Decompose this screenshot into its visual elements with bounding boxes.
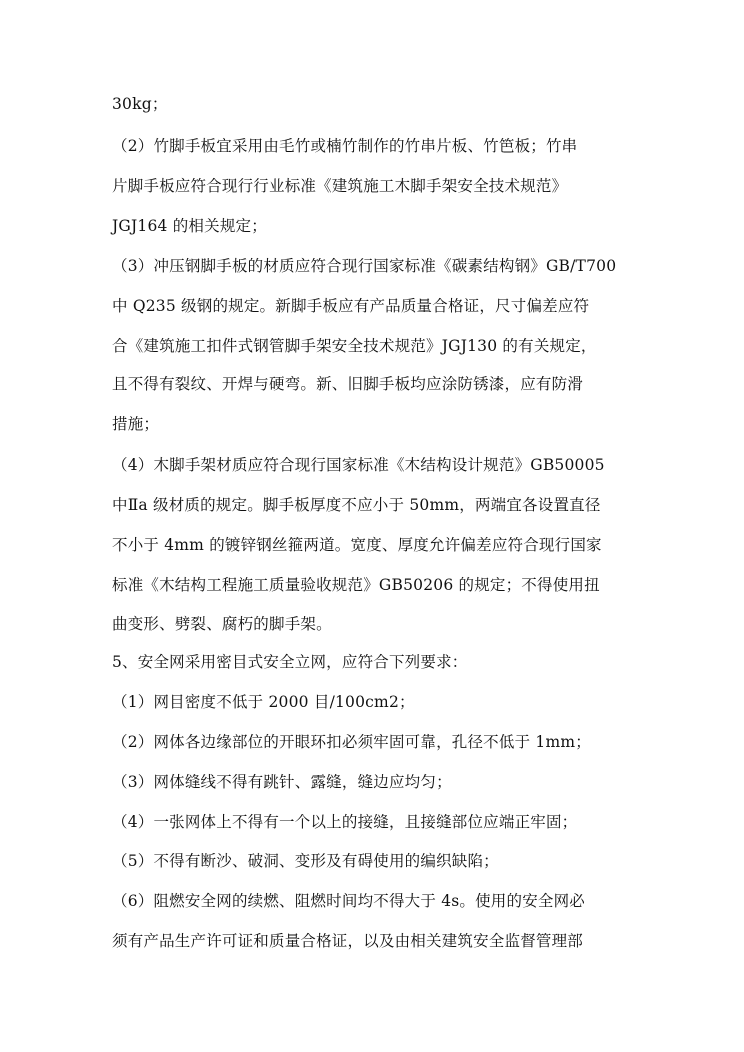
text-line-19: （4）一张网体上不得有一个以上的接缝，且接缝部位应端正牢固；	[112, 813, 578, 831]
text-line-2: （2）竹脚手板宜采用由毛竹或楠竹制作的竹串片板、竹笆板；竹串	[112, 137, 578, 155]
text-line-5: （3）冲压钢脚手板的材质应符合现行国家标准《碳素结构钢》GB/T700	[112, 257, 617, 275]
text-line-12: 不小于 4mm 的镀锌钢丝箍两道。宽度、厚度允许偏差应符合现行国家	[112, 536, 602, 554]
text-line-8: 且不得有裂纹、开焊与硬弯。新、旧脚手板均应涂防锈漆，应有防滑	[112, 375, 584, 393]
text-line-1: 30kg；	[112, 95, 168, 113]
text-line-7: 合《建筑施工扣件式钢管脚手架安全技术规范》JGJ130 的有关规定，	[112, 337, 597, 355]
text-line-22: 须有产品生产许可证和质量合格证，以及由相关建筑安全监督管理部	[112, 932, 584, 950]
text-line-21: （6）阻燃安全网的续燃、阻燃时间均不得大于 4s。使用的安全网必	[112, 892, 586, 910]
text-line-4: JGJ164 的相关规定；	[112, 217, 267, 235]
text-line-18: （3）网体缝线不得有跳针、露缝，缝边应均匀；	[112, 773, 452, 791]
text-line-14: 曲变形、劈裂、腐朽的脚手架。	[112, 615, 332, 633]
text-line-13: 标准《木结构工程施工质量验收规范》GB50206 的规定；不得使用扭	[112, 576, 600, 594]
text-line-17: （2）网体各边缘部位的开眼环扣必须牢固可靠，孔径不低于 1mm；	[112, 733, 591, 751]
text-line-10: （4）木脚手架材质应符合现行国家标准《木结构设计规范》GB50005	[112, 456, 605, 474]
text-line-3: 片脚手板应符合现行行业标准《建筑施工木脚手架安全技术规范》	[112, 177, 568, 195]
text-line-15: 5、安全网采用密目式安全立网，应符合下列要求：	[112, 653, 468, 671]
text-line-16: （1）网目密度不低于 2000 目/100cm2；	[112, 693, 415, 711]
text-line-11: 中Ⅱa 级材质的规定。脚手板厚度不应小于 50mm，两端宜各设置直径	[112, 496, 601, 514]
text-line-6: 中 Q235 级钢的规定。新脚手板应有产品质量合格证，尺寸偏差应符	[112, 297, 590, 315]
text-line-20: （5）不得有断沙、破洞、变形及有碍使用的编织缺陷；	[112, 852, 499, 870]
text-line-9: 措施；	[112, 415, 160, 433]
